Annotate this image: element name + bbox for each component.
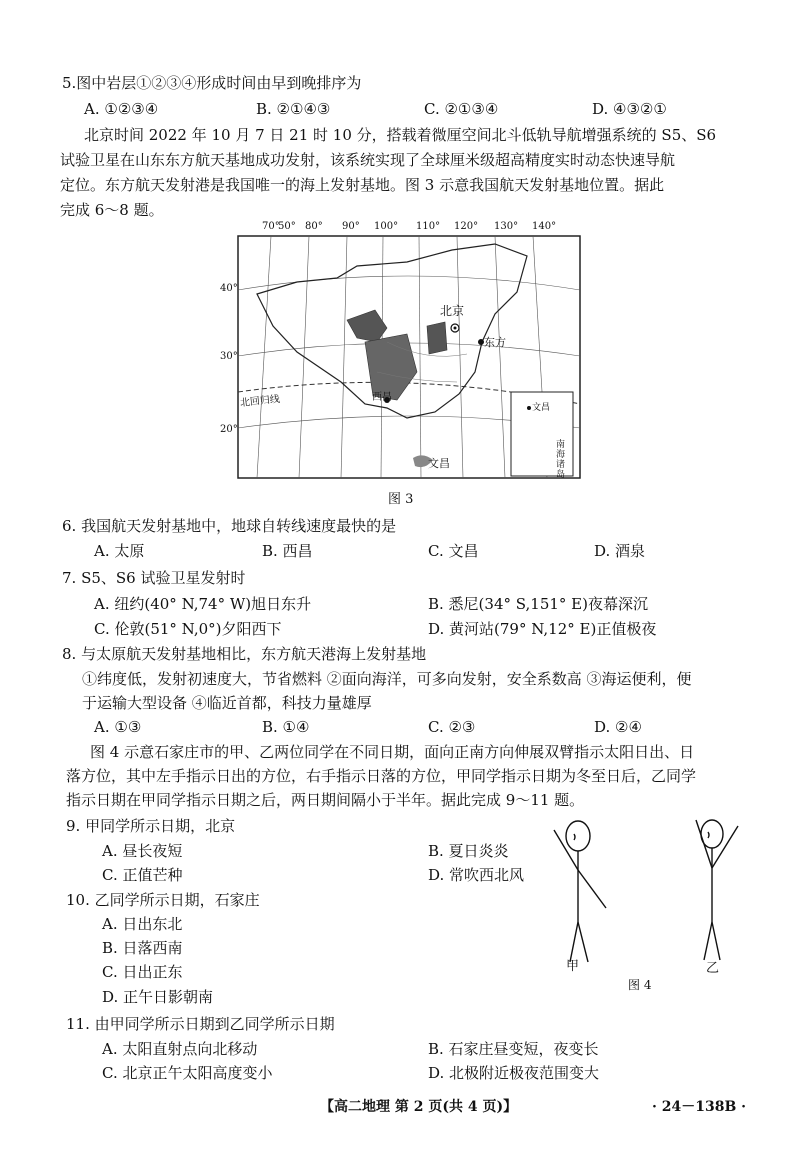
- passage2-line2: 落方位，其中左手指示日出的方位，右手指示日落的方位，甲同学指示日期为冬至日后，乙同学: [66, 767, 697, 785]
- map-label-xichang: 西昌: [372, 392, 392, 403]
- q9-option-d: D. 常吹西北风: [428, 866, 525, 884]
- china-launch-base-map: [237, 222, 583, 480]
- q7-option-c: C. 伦敦(51° N,0°)夕阳西下: [94, 620, 282, 638]
- figure4-label-yi: 乙: [706, 961, 720, 976]
- q6-stem: 6. 我国航天发射基地中，地球自转线速度最快的是: [62, 517, 397, 535]
- passage2-line3: 指示日期在甲同学指示日期之后，两日期间隔小于半年。据此完成 9～11 题。: [66, 791, 585, 809]
- q10-option-b: B. 日落西南: [102, 939, 183, 957]
- map-lon-110: 110°: [416, 221, 441, 232]
- q7-option-d: D. 黄河站(79° N,12° E)正值极夜: [428, 620, 657, 638]
- q10-option-d: D. 正午日影朝南: [102, 988, 214, 1006]
- q5-option-c: C. ②①③④: [424, 100, 499, 118]
- exam-code: · 24－138B ·: [652, 1099, 747, 1115]
- passage1-line1: 北京时间 2022 年 10 月 7 日 21 时 10 分，搭载着微厘空间北斗低轨导航增强系统的 S5、S6: [84, 126, 717, 144]
- map-lon-80: 80°: [305, 221, 323, 232]
- q7-option-a: A. 纽约(40° N,74° W)旭日东升: [94, 595, 312, 613]
- q6-option-c: C. 文昌: [428, 542, 479, 560]
- q8-option-a: A. ①③: [94, 718, 142, 736]
- q11-option-c: C. 北京正午太阳高度变小: [102, 1064, 273, 1082]
- q7-option-b: B. 悉尼(34° S,151° E)夜幕深沉: [428, 595, 648, 613]
- q9-stem: 9. 甲同学所示日期，北京: [66, 817, 236, 835]
- q10-stem: 10. 乙同学所示日期，石家庄: [66, 891, 260, 909]
- map-label-wenchang: 文昌: [428, 457, 450, 470]
- passage1-line4: 完成 6～8 题。: [60, 201, 164, 219]
- map-lon-120: 120°: [454, 221, 479, 232]
- map-label-beijing: 北京: [440, 304, 465, 318]
- q9-option-a: A. 昼长夜短: [102, 842, 183, 860]
- map-lon-130: 130°: [494, 221, 519, 232]
- map-lat-30: 30°: [220, 351, 238, 362]
- map-tropic-label: 北回归线: [239, 393, 281, 410]
- page-footer: 【高二地理 第 2 页(共 4 页)】: [320, 1099, 518, 1115]
- passage1-line2: 试验卫星在山东东方航天基地成功发射，该系统实现了全球厘米级超高精度实时动态快速导航: [60, 151, 676, 169]
- q7-stem: 7. S5、S6 试验卫星发射时: [62, 569, 246, 587]
- q6-option-a: A. 太原: [94, 542, 145, 560]
- q10-option-a: A. 日出东北: [102, 915, 183, 933]
- q5-option-a: A. ①②③④: [84, 100, 159, 118]
- map-lat-40: 40°: [220, 283, 238, 294]
- figure3-caption: 图 3: [388, 492, 414, 507]
- map-lon-100: 100°: [374, 221, 399, 232]
- q8-option-d: D. ②④: [594, 718, 642, 736]
- passage1-line3: 定位。东方航天发射港是我国唯一的海上发射基地。图 3 示意我国航天发射基地位置。据此: [60, 176, 665, 194]
- q8-items-line2: 于运输大型设备 ④临近首都，科技力量雄厚: [82, 694, 372, 712]
- map-lon-90: 90°: [342, 221, 360, 232]
- q5-stem: 5.图中岩层①②③④形成时间由早到晚排序为: [62, 74, 362, 92]
- map-lon-50: 50°: [278, 221, 296, 232]
- map-label-dongfang: 东方: [484, 336, 506, 349]
- map-lon-140: 140°: [532, 221, 557, 232]
- map-lon-70: 70°: [262, 221, 280, 232]
- q5-option-b: B. ②①④③: [256, 100, 331, 118]
- q11-option-b: B. 石家庄昼变短，夜变长: [428, 1040, 599, 1058]
- q10-option-c: C. 日出正东: [102, 963, 183, 981]
- map-inset-wenchang: 文昌: [532, 403, 551, 413]
- q8-option-c: C. ②③: [428, 718, 476, 736]
- q8-items-line1: ①纬度低，发射初速度大，节省燃料 ②面向海洋，可多向发射，安全系数高 ③海运便利，便: [82, 670, 692, 688]
- figure4-caption: 图 4: [628, 978, 652, 992]
- map-lat-20: 20°: [220, 424, 238, 435]
- passage2-line1: 图 4 示意石家庄市的甲、乙两位同学在不同日期，面向正南方向伸展双臂指示太阳日出、日: [90, 743, 695, 761]
- q6-option-d: D. 酒泉: [594, 542, 646, 560]
- q11-option-a: A. 太阳直射点向北移动: [102, 1040, 258, 1058]
- q8-option-b: B. ①④: [262, 718, 310, 736]
- q8-stem: 8. 与太原航天发射基地相比，东方航天港海上发射基地: [62, 645, 427, 663]
- figure4-label-jia: 甲: [566, 959, 580, 974]
- q11-stem: 11. 由甲同学所示日期到乙同学所示日期: [66, 1015, 335, 1033]
- q6-option-b: B. 西昌: [262, 542, 313, 560]
- q11-option-d: D. 北极附近极夜范围变大: [428, 1064, 600, 1082]
- q9-option-b: B. 夏日炎炎: [428, 842, 509, 860]
- q9-option-c: C. 正值芒种: [102, 866, 183, 884]
- q5-option-d: D. ④③②①: [592, 100, 667, 118]
- map-inset-label: 南海诸岛: [556, 440, 566, 480]
